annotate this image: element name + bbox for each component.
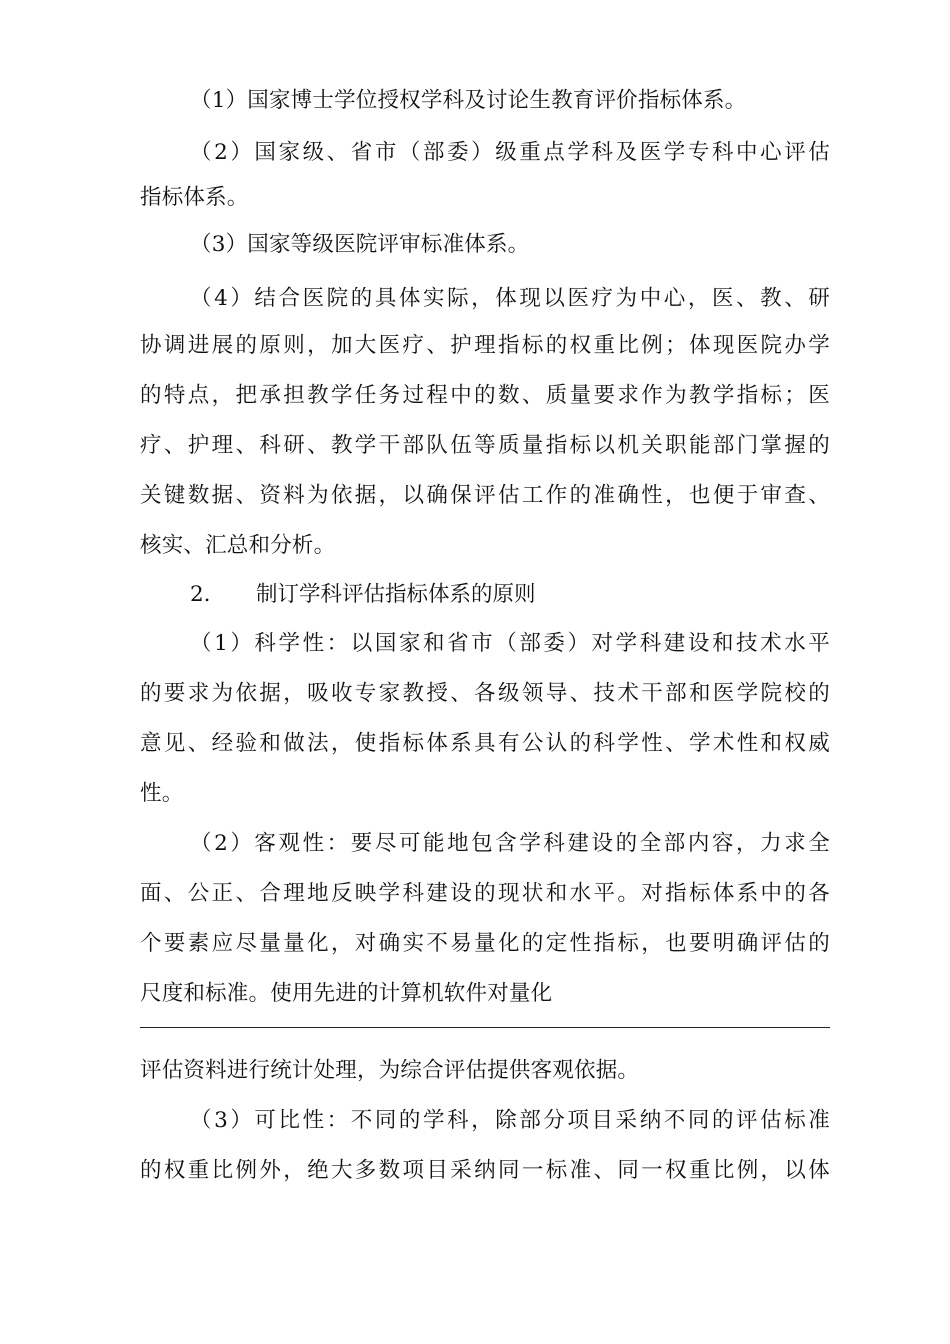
paragraph-line: 面、公正、合理地反映学科建设的现状和水平。对指标体系中的各 xyxy=(140,881,830,906)
section-title: 制订学科评估指标体系的原则 xyxy=(256,582,536,607)
paragraph-line: （1）科学性：以国家和省市（部委）对学科建设和技术水平 xyxy=(190,631,830,656)
paragraph-line: 意见、经验和做法，使指标体系具有公认的科学性、学术性和权威 xyxy=(140,731,830,756)
paragraph-line: 指标体系。 xyxy=(140,185,249,210)
paragraph-line: （3）可比性：不同的学科，除部分项目采纳不同的评估标准 xyxy=(190,1108,830,1133)
paragraph-line: （3）国家等级医院评审标准体系。 xyxy=(190,232,530,257)
paragraph-line: （2）客观性：要尽可能地包含学科建设的全部内容，力求全 xyxy=(190,831,830,856)
paragraph-line: 的要求为依据，吸收专家教授、各级领导、技术干部和医学院校的 xyxy=(140,681,830,706)
paragraph-line: 的特点，把承担教学任务过程中的数、质量要求作为教学指标；医 xyxy=(140,383,830,408)
paragraph-line: 疗、护理、科研、教学干部队伍等质量指标以机关职能部门掌握的 xyxy=(140,433,830,458)
paragraph-line: （2）国家级、省市（部委）级重点学科及医学专科中心评估 xyxy=(190,140,830,165)
paragraph-line: 性。 xyxy=(140,781,184,806)
paragraph-line: 关键数据、资料为依据，以确保评估工作的准确性，也便于审查、 xyxy=(140,483,830,508)
paragraph-line: 个要素应尽量量化，对确实不易量化的定性指标，也要明确评估的 xyxy=(140,931,830,956)
paragraph-line: 的权重比例外，绝大多数项目采纳同一标准、同一权重比例，以体 xyxy=(140,1158,830,1183)
section-number: 2. xyxy=(190,582,211,607)
paragraph-line: 协调进展的原则，加大医疗、护理指标的权重比例；体现医院办学 xyxy=(140,333,830,358)
paragraph-line: 尺度和标准。使用先进的计算机软件对量化 xyxy=(140,981,553,1006)
paragraph-line: 核实、汇总和分析。 xyxy=(140,533,336,558)
page-break-divider xyxy=(140,1027,830,1028)
paragraph-line: （1）国家博士学位授权学科及讨论生教育评价指标体系。 xyxy=(190,88,747,113)
paragraph-line: 评估资料进行统计处理，为综合评估提供客观依据。 xyxy=(140,1058,640,1083)
paragraph-line: （4）结合医院的具体实际，体现以医疗为中心，医、教、研 xyxy=(190,286,830,311)
